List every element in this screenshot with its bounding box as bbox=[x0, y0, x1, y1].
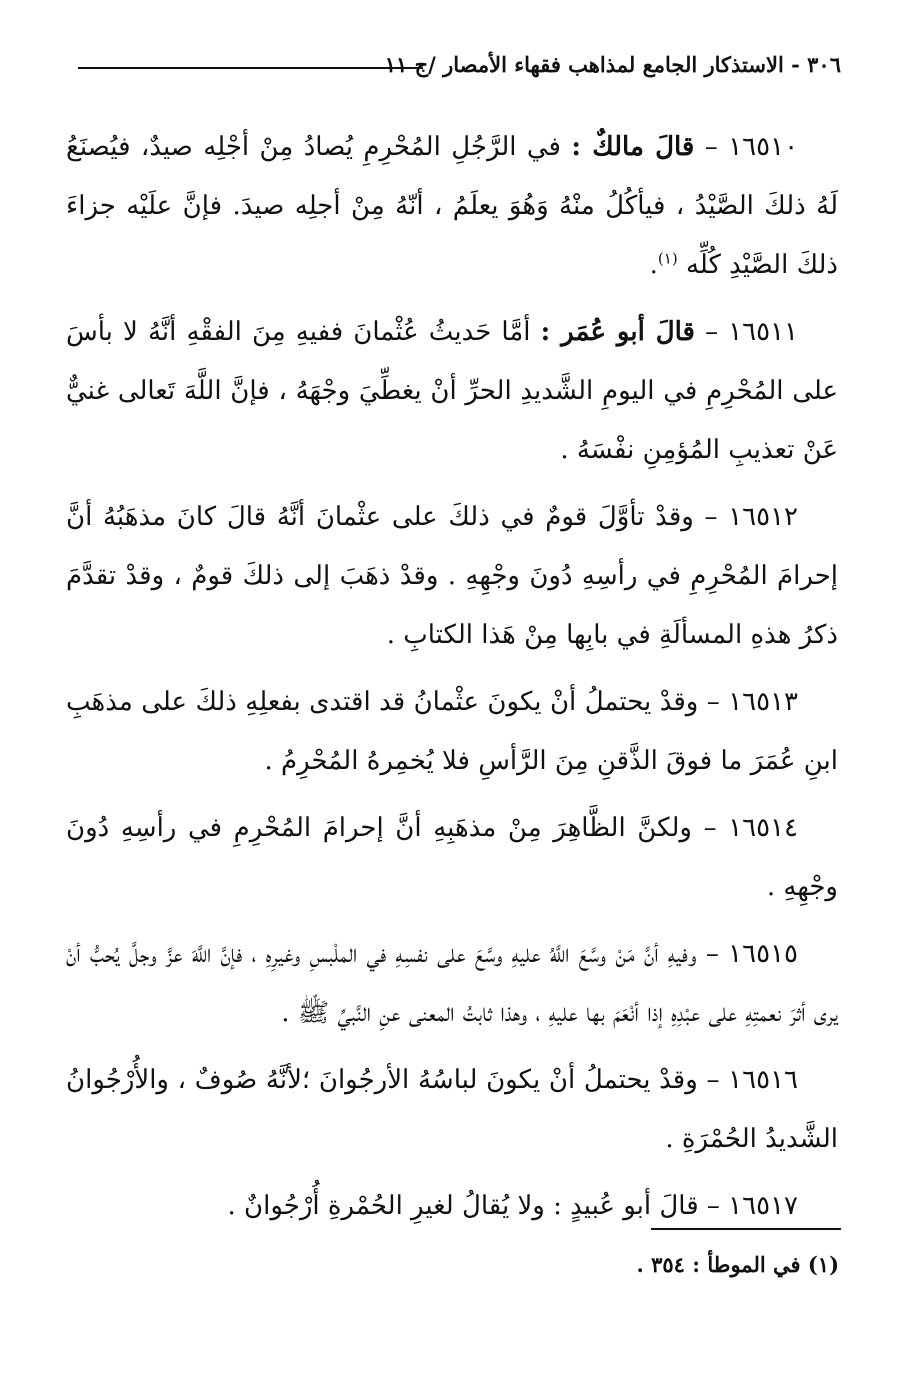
paragraph-16512 bbox=[66, 488, 838, 665]
paragraph-16516 bbox=[66, 1051, 838, 1169]
paragraph-16510 bbox=[66, 118, 838, 295]
paragraph-speaker: قالَ أبو عُمَر : bbox=[540, 317, 695, 347]
paragraph-dash: – bbox=[706, 687, 720, 717]
footnote-reference: (١) bbox=[657, 249, 678, 268]
paragraph-dash: – bbox=[705, 317, 719, 347]
footnote-rule bbox=[651, 1228, 841, 1230]
paragraph-number: ١٦٥١٦ bbox=[728, 1065, 798, 1095]
paragraph-text: وقدْ يحتملُ أنْ يكونَ عثْمانُ قد اقتدى بفعلِهِ ذلكَ على مذهَبِ ابنِ عُمَرَ ما فوقَ الذَّقنِ مِنَ الرَّأسِ فلا يُخمِرهُ المُحْرِمُ . bbox=[66, 687, 838, 776]
header-rule bbox=[78, 67, 423, 69]
paragraph-text: في الرَّجُلِ المُحْرِمِ يُصادُ مِنْ أجْلِه صيدٌ، فيُصنَعُ لَهُ ذلكَ الصَّيْدُ ، فيأكُلُ منْهُ وَهُوَ يعلَمُ ، أنّهُ مِنْ أجلِه صيدَ. فإنَّ علَيْه جزاءَ ذلكَ الصَّيْدِ كُلِّه bbox=[66, 132, 838, 280]
paragraph-text: أمَّا حَديثُ عُثْمانَ ففيهِ مِنَ الفقْهِ أنَّهُ لا بأسَ على المُحْرِمِ في اليومِ الشَّديدِ الحرِّ أنْ يغطِّيَ وجْهَهُ ، فإنَّ اللَّهَ تَعالى غنيٌّ عَنْ تعذيبِ المُؤمِنِ نفْسَهُ . bbox=[66, 317, 839, 465]
paragraph-16513 bbox=[66, 673, 838, 791]
paragraph-dash: – bbox=[705, 939, 719, 969]
paragraph-16511 bbox=[66, 303, 838, 480]
paragraph-number: ١٦٥١٤ bbox=[728, 813, 799, 843]
paragraph-dash: – bbox=[703, 813, 717, 843]
paragraph-text: ولكنَّ الظَّاهِرَ مِنْ مذهَبِهِ أنَّ إحرامَ المُحْرِمِ في رأسِهِ دُونَ وجْهِهِ . bbox=[66, 813, 838, 902]
paragraph-speaker: قالَ مالكٌ : bbox=[571, 132, 695, 162]
paragraph-16515 bbox=[66, 925, 838, 1043]
paragraph-number: ١٦٥١٣ bbox=[728, 687, 799, 717]
paragraph-text: قالَ أبو عُبيدٍ : ولا يُقالُ لغيرِ الحُمْرةِ أُرْجُوانٌ . bbox=[227, 1191, 699, 1221]
paragraph-number: ١٦٥١٧ bbox=[728, 1191, 798, 1221]
paragraph-text: وقدْ تأوَّلَ قومٌ في ذلكَ على عثْمانَ أنَّهُ قالَ كانَ مذهَبُهُ أنَّ إحرامَ المُحْرِمِ في رأسِهِ دُونَ وجْهِهِ . وقدْ ذهَبَ إلى ذلكَ قومٌ ، وقدْ تقدَّمَ ذكرُ هذهِ المسألَةِ في بابِها مِنْ هَذا الكتابِ . bbox=[66, 502, 838, 650]
paragraph-end: . bbox=[649, 250, 658, 280]
body-text bbox=[66, 118, 838, 1244]
running-header: ٣٠٦ - الاستذكار الجامع لمذاهب فقهاء الأمصار /ج ١١ bbox=[384, 52, 841, 77]
paragraph-number: ١٦٥١٥ bbox=[728, 939, 798, 969]
paragraph-number: ١٦٥١٢ bbox=[728, 502, 799, 532]
paragraph-dash: – bbox=[706, 1065, 720, 1095]
paragraph-number: ١٦٥١٠ bbox=[728, 132, 799, 162]
paragraph-text: وقدْ يحتملُ أنْ يكونَ لباسُهُ الأرجُوانَ ؛لأنَّهُ صُوفٌ ، والأُرْجُوانُ الشَّديدُ الحُمْرَةِ . bbox=[66, 1065, 838, 1154]
paragraph-number: ١٦٥١١ bbox=[728, 317, 799, 347]
paragraph-text: وفيهِ أنَّ مَنْ وسَّعَ اللَّهُ عليهِ وسَّعَ على نفسِهِ في الملْبسِ وغيرِهِ ، فإنَّ اللَّهَ عزَّ وجلَّ يُحبُّ أنْ يرى أثرَ نعمتِهِ على عبْدِهِ إذا أنْعَمَ بها عليهِ ، وهذا ثابتُ المعنى عنِ النَّبيِّ ﷺ . bbox=[66, 939, 838, 1028]
paragraph-dash: – bbox=[704, 502, 718, 532]
paragraph-dash: – bbox=[706, 1191, 720, 1221]
footnote: (١) في الموطأ : ٣٥٤ . bbox=[636, 1252, 839, 1277]
paragraph-16514 bbox=[66, 799, 838, 917]
paragraph-dash: – bbox=[704, 132, 718, 162]
